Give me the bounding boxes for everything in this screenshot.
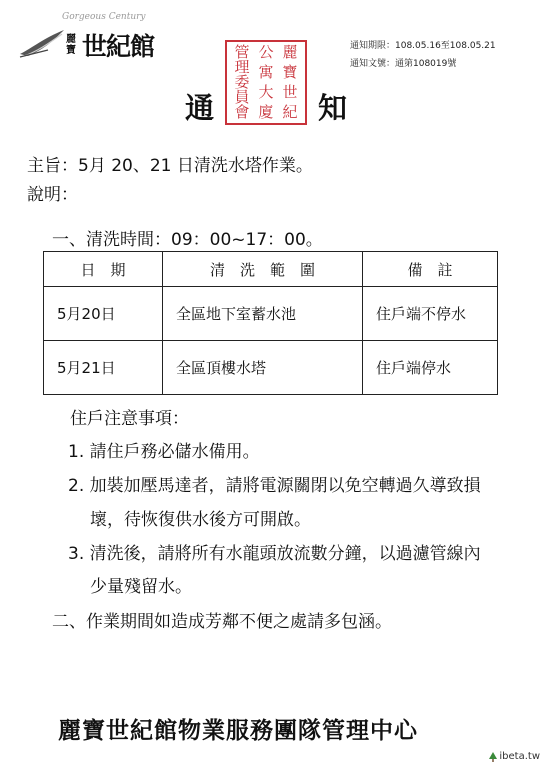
schedule-table <box>43 251 498 395</box>
stamp-column: 麗 寶 世 紀 <box>282 43 298 121</box>
stamp-columns <box>231 45 301 120</box>
table-header-row <box>44 252 498 287</box>
footer-organization: 麗寶世紀館物業服務團隊管理中心 <box>58 717 418 744</box>
cell-scope: 全區地下室蓄水池 <box>163 287 363 341</box>
cell-date: 5月20日 <box>44 287 163 341</box>
watermark-text: ibeta.tw <box>499 751 540 762</box>
note-item-2-line-1: 2. 加裝加壓馬達者，請將電源關閉以免空轉過久導致損 <box>68 476 481 496</box>
cell-remark: 住戶端不停水 <box>363 287 498 341</box>
note-item-2-line-2: 壞，待恢復供水後方可開啟。 <box>90 510 311 530</box>
table-row <box>44 287 498 341</box>
apology-line: 二、作業期間如造成芳鄰不便之處請多包涵。 <box>52 612 392 632</box>
logo-brand-name: 世紀館 <box>82 32 155 61</box>
stamp-column: 管 理 委 員 會 <box>234 43 250 121</box>
title-char-1: 通 <box>185 91 215 125</box>
subject-line: 主旨：5月 20、21 日清洗水塔作業。 <box>27 156 313 176</box>
cleaning-time-line: 一、清洗時間：09：00~17：00。 <box>52 230 323 250</box>
red-seal-stamp <box>225 40 307 125</box>
logo-small-text: 麗寶 <box>66 34 76 56</box>
notice-document-number: 通知文號：通第108019號 <box>350 59 457 69</box>
note-item-3-line-1: 3. 清洗後，請將所有水龍頭放流數分鐘，以過濾管線內 <box>68 544 481 564</box>
notice-period: 通知期限：108.05.16至108.05.21 <box>350 41 496 51</box>
description-label: 說明： <box>27 185 78 205</box>
stamp-column: 公 寓 大 廈 <box>258 43 274 121</box>
header-date: 日 期 <box>44 252 163 287</box>
title-char-2: 知 <box>318 91 348 125</box>
note-item-1: 1. 請住戶務必儲水備用。 <box>68 442 260 462</box>
table-row <box>44 341 498 395</box>
note-item-3-line-2: 少量殘留水。 <box>90 577 192 597</box>
header-scope: 清 洗 範 圍 <box>163 252 363 287</box>
logo-feather-icon <box>18 28 66 58</box>
header-remark: 備 註 <box>363 252 498 287</box>
cell-remark: 住戶端停水 <box>363 341 498 395</box>
watermark <box>487 749 540 764</box>
tree-icon <box>487 751 499 763</box>
logo-script-text: Gorgeous Century <box>62 12 146 22</box>
cell-scope: 全區頂樓水塔 <box>163 341 363 395</box>
cell-date: 5月21日 <box>44 341 163 395</box>
resident-notes-heading: 住戶注意事項： <box>70 409 189 429</box>
